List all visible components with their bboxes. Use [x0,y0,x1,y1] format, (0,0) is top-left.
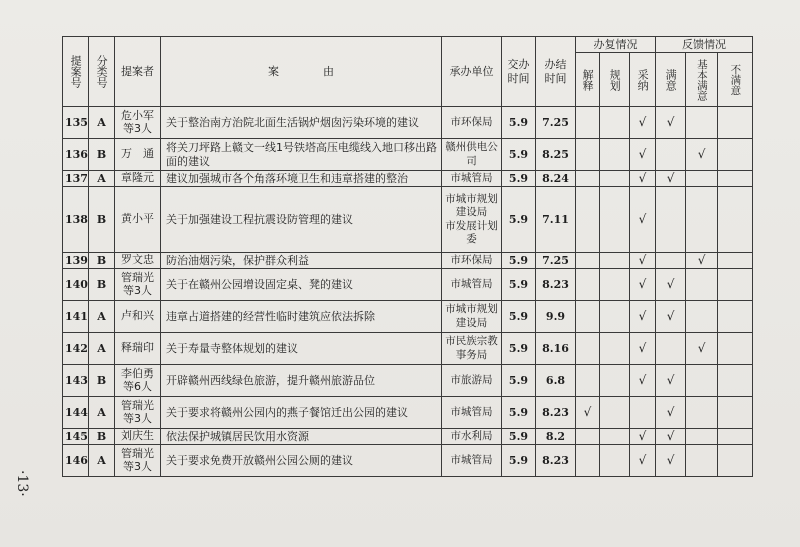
feedback-basic-cell [686,301,718,333]
reply-adopt-cell: √ [630,107,656,139]
header-reason: 案 由 [161,37,442,107]
handover-time-cell: 5.9 [502,445,536,477]
feedback-basic-cell [686,187,718,253]
feedback-unsatisfied-cell [718,269,753,301]
completion-time-cell: 9.9 [536,301,576,333]
proposal-number-cell: 136 [63,139,89,171]
table-row [63,333,753,365]
handover-time-cell: 5.9 [502,429,536,445]
handover-time-cell: 5.9 [502,139,536,171]
reply-adopt-cell [630,397,656,429]
table-row [63,253,753,269]
unit-cell: 市水利局 [442,429,502,445]
category-cell: A [89,445,115,477]
proposal-number-cell: 142 [63,333,89,365]
unit-cell: 赣州供电公司 [442,139,502,171]
feedback-satisfied-cell: √ [656,445,686,477]
reply-explain-cell [576,187,600,253]
handover-time-cell: 5.9 [502,171,536,187]
proposer-cell: 危小军 等3人 [115,107,161,139]
table-row [63,107,753,139]
completion-time-cell: 8.25 [536,139,576,171]
reply-adopt-cell: √ [630,445,656,477]
proposal-number-cell: 141 [63,301,89,333]
proposal-number-cell: 138 [63,187,89,253]
feedback-basic-cell [686,171,718,187]
reply-explain-cell [576,253,600,269]
feedback-unsatisfied-cell [718,397,753,429]
page-number: ·13· [14,470,30,497]
category-cell: A [89,171,115,187]
handover-time-cell: 5.9 [502,365,536,397]
feedback-unsatisfied-cell [718,107,753,139]
header-feedback-basic: 基本满意 [686,53,718,107]
reply-adopt-cell: √ [630,253,656,269]
reply-explain-cell [576,333,600,365]
proposal-table [62,36,753,477]
reason-cell: 关于要求将赣州公园内的燕子餐馆迁出公园的建议 [161,397,442,429]
reply-plan-cell [600,445,630,477]
header-unit: 承办单位 [442,37,502,107]
feedback-satisfied-cell: √ [656,301,686,333]
proposal-number-cell: 137 [63,171,89,187]
reason-cell: 将关刀坪路上赣文一线1号铁塔高压电缆线入地口移出路面的建议 [161,139,442,171]
reason-cell: 关于在赣州公园增设固定桌、凳的建议 [161,269,442,301]
feedback-unsatisfied-cell [718,333,753,365]
reply-explain-cell [576,171,600,187]
proposal-number-cell: 143 [63,365,89,397]
proposer-cell: 罗文忠 [115,253,161,269]
reply-explain-cell [576,107,600,139]
reply-explain-cell [576,365,600,397]
header-feedback-unsatisfied: 不满意 [718,53,753,107]
completion-time-cell: 7.25 [536,253,576,269]
handover-time-cell: 5.9 [502,269,536,301]
header-proposal-no: 提案号 [63,37,89,107]
category-cell: B [89,253,115,269]
unit-cell: 市城管局 [442,269,502,301]
category-cell: B [89,365,115,397]
reply-explain-cell [576,445,600,477]
completion-time-cell: 8.2 [536,429,576,445]
feedback-basic-cell [686,445,718,477]
reply-explain-cell [576,429,600,445]
table-row [63,171,753,187]
feedback-unsatisfied-cell [718,445,753,477]
reply-plan-cell [600,333,630,365]
header-reply-group: 办复情况 [576,37,656,53]
proposal-number-cell: 145 [63,429,89,445]
reason-cell: 关于加强建设工程抗震设防管理的建议 [161,187,442,253]
header-handover-time: 交办时间 [502,37,536,107]
reply-adopt-cell: √ [630,365,656,397]
unit-cell: 市民族宗教事务局 [442,333,502,365]
feedback-unsatisfied-cell [718,171,753,187]
feedback-satisfied-cell: √ [656,397,686,429]
proposer-cell: 管瑞光 等3人 [115,397,161,429]
handover-time-cell: 5.9 [502,107,536,139]
reason-cell: 开辟赣州西线绿色旅游，提升赣州旅游品位 [161,365,442,397]
completion-time-cell: 6.8 [536,365,576,397]
feedback-basic-cell [686,365,718,397]
reply-adopt-cell: √ [630,139,656,171]
feedback-satisfied-cell [656,333,686,365]
proposer-cell: 刘庆生 [115,429,161,445]
reply-plan-cell [600,429,630,445]
completion-time-cell: 8.24 [536,171,576,187]
category-cell: B [89,429,115,445]
table-row [63,269,753,301]
table-row [63,139,753,171]
table-row [63,445,753,477]
reason-cell: 关于寿量寺整体规划的建议 [161,333,442,365]
handover-time-cell: 5.9 [502,333,536,365]
handover-time-cell: 5.9 [502,187,536,253]
category-cell: A [89,301,115,333]
header-reply-explain: 解释 [576,53,600,107]
unit-cell: 市环保局 [442,253,502,269]
reason-cell: 建议加强城市各个角落环境卫生和违章搭建的整治 [161,171,442,187]
header-reply-adopt: 采纳 [630,53,656,107]
feedback-satisfied-cell: √ [656,171,686,187]
feedback-basic-cell: √ [686,333,718,365]
reason-cell: 防治油烟污染，保护群众利益 [161,253,442,269]
reason-cell: 依法保护城镇居民饮用水资源 [161,429,442,445]
table-row [63,187,753,253]
proposal-number-cell: 146 [63,445,89,477]
proposal-number-cell: 135 [63,107,89,139]
reply-adopt-cell: √ [630,333,656,365]
feedback-basic-cell [686,107,718,139]
reply-explain-cell [576,301,600,333]
reason-cell: 违章占道搭建的经营性临时建筑应依法拆除 [161,301,442,333]
feedback-basic-cell: √ [686,139,718,171]
table-row [63,365,753,397]
reply-plan-cell [600,139,630,171]
feedback-satisfied-cell: √ [656,365,686,397]
handover-time-cell: 5.9 [502,397,536,429]
feedback-satisfied-cell: √ [656,107,686,139]
feedback-unsatisfied-cell [718,301,753,333]
completion-time-cell: 8.23 [536,397,576,429]
reply-explain-cell: √ [576,397,600,429]
category-cell: B [89,187,115,253]
feedback-basic-cell [686,397,718,429]
proposer-cell: 卢和兴 [115,301,161,333]
unit-cell: 市城市规划建设局 [442,301,502,333]
reply-adopt-cell: √ [630,301,656,333]
feedback-unsatisfied-cell [718,429,753,445]
proposer-cell: 管瑞光 等3人 [115,269,161,301]
header-reply-plan: 规划 [600,53,630,107]
reply-explain-cell [576,139,600,171]
feedback-basic-cell [686,429,718,445]
reason-cell: 关于整治南方治院北面生活锅炉烟囱污染环境的建议 [161,107,442,139]
category-cell: A [89,107,115,139]
table-row [63,429,753,445]
unit-cell: 市城管局 [442,445,502,477]
proposer-cell: 黄小平 [115,187,161,253]
reply-explain-cell [576,269,600,301]
header-feedback-group: 反馈情况 [656,37,753,53]
category-cell: B [89,139,115,171]
reply-plan-cell [600,107,630,139]
header-completion-time: 办结时间 [536,37,576,107]
handover-time-cell: 5.9 [502,253,536,269]
feedback-satisfied-cell: √ [656,269,686,301]
feedback-unsatisfied-cell [718,187,753,253]
feedback-basic-cell: √ [686,253,718,269]
reply-adopt-cell: √ [630,269,656,301]
reply-adopt-cell: √ [630,429,656,445]
feedback-unsatisfied-cell [718,365,753,397]
proposer-cell: 管瑞光 等3人 [115,445,161,477]
reply-plan-cell [600,269,630,301]
table-row [63,397,753,429]
reply-plan-cell [600,187,630,253]
feedback-satisfied-cell: √ [656,429,686,445]
feedback-satisfied-cell [656,253,686,269]
category-cell: A [89,397,115,429]
header-feedback-satisfied: 满意 [656,53,686,107]
feedback-unsatisfied-cell [718,253,753,269]
header-category: 分类号 [89,37,115,107]
feedback-satisfied-cell [656,139,686,171]
completion-time-cell: 8.23 [536,445,576,477]
reply-plan-cell [600,301,630,333]
proposer-cell: 章隆元 [115,171,161,187]
proposal-number-cell: 140 [63,269,89,301]
reply-adopt-cell: √ [630,171,656,187]
reply-plan-cell [600,253,630,269]
feedback-unsatisfied-cell [718,139,753,171]
table-row [63,301,753,333]
category-cell: A [89,333,115,365]
feedback-satisfied-cell [656,187,686,253]
reply-plan-cell [600,365,630,397]
unit-cell: 市城管局 [442,171,502,187]
completion-time-cell: 8.16 [536,333,576,365]
unit-cell: 市环保局 [442,107,502,139]
proposal-number-cell: 139 [63,253,89,269]
reply-plan-cell [600,171,630,187]
proposer-cell: 李伯勇 等6人 [115,365,161,397]
handover-time-cell: 5.9 [502,301,536,333]
header-proposer: 提案者 [115,37,161,107]
completion-time-cell: 7.11 [536,187,576,253]
proposal-number-cell: 144 [63,397,89,429]
feedback-basic-cell [686,269,718,301]
unit-cell: 市旅游局 [442,365,502,397]
category-cell: B [89,269,115,301]
proposer-cell: 释瑞印 [115,333,161,365]
completion-time-cell: 8.23 [536,269,576,301]
proposer-cell: 万 通 [115,139,161,171]
reply-plan-cell [600,397,630,429]
reason-cell: 关于要求免费开放赣州公园公厕的建议 [161,445,442,477]
unit-cell: 市城管局 [442,397,502,429]
reply-adopt-cell: √ [630,187,656,253]
unit-cell: 市城市规划建设局 市发展计划委 [442,187,502,253]
completion-time-cell: 7.25 [536,107,576,139]
